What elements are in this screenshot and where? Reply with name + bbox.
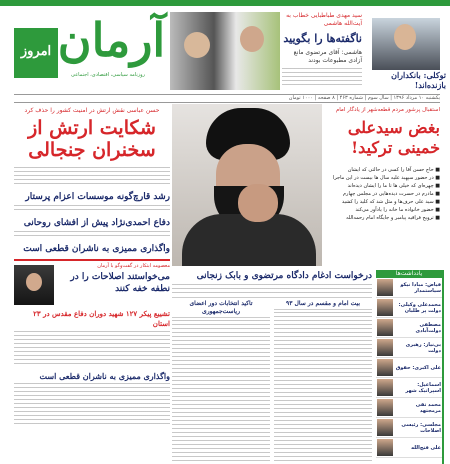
mid-col-right <box>274 300 372 464</box>
sidebar-item-label: علی فتح‌الله <box>411 444 441 451</box>
sidebar-item[interactable] <box>376 438 442 458</box>
sidebar-avatar <box>377 339 393 356</box>
sidebar-item-label: مجلسی: رئیسی اصلاحات <box>401 421 441 434</box>
sidebar-item-label: اسماعیل: اسپراتیک شهر <box>405 381 441 394</box>
text-lines <box>14 331 170 367</box>
sidebar-item[interactable] <box>376 398 442 418</box>
main-bullet: ■ چهره‌ای که خیلی ها تا ما را ایشان دیده‌اند <box>347 183 440 189</box>
main-bullet: ■ ترویج فراقیه پیامبر و جایگاه امام رحمه‌الله <box>346 215 440 221</box>
left-item-1[interactable]: رشد قارچ‌گونه موسسات اعزام پرستار <box>25 192 170 202</box>
main-bullets <box>326 166 440 222</box>
left-item-6[interactable]: واگذاری ممیزی به ناشران قطعی است <box>39 371 170 381</box>
person-face <box>240 26 264 52</box>
top-right-headline[interactable]: توکلی: بانکداران بازنده‌اند! <box>391 70 446 90</box>
text-lines <box>172 320 270 464</box>
date-line: یکشنبه ۱۰ مرداد ۱۳۹۶ | سال سوم | شماره ۴۶۳ | ۸ صفحه | ۱۰۰۰ تومان <box>14 94 440 103</box>
logo-tagline: روزنامه سیاسی، اقتصادی، اجتماعی <box>71 72 145 78</box>
left-headline[interactable]: شکایت ارتش از سخنران جنجالی <box>28 117 156 161</box>
sidebar-list <box>376 278 442 458</box>
main-bullet: ■ مادرم در حسرت دیده‌هایی در مجلس چهارم <box>342 191 440 197</box>
sidebar-item-label: بی‌نیاز: رهبری دولت <box>405 341 441 354</box>
sidebar-item-label: مصطفی دولت‌آبادی <box>415 321 441 334</box>
middle-headline[interactable]: درخواست ادغام دادگاه مرتضوی و بابک زنجانی <box>196 271 372 281</box>
sidebar-item[interactable] <box>376 358 442 378</box>
interview-box <box>14 259 170 307</box>
sidebar-item[interactable] <box>376 418 442 438</box>
middle-story <box>172 270 372 298</box>
sidebar-item-label: محمدعلی وکیلی: دولت پر طلبان <box>398 301 441 314</box>
top-strip <box>0 0 450 6</box>
top-story-kicker: سید مهدی طباطبایی خطاب به آیت‌الله هاشمی <box>286 12 362 27</box>
main-text-panel <box>322 104 444 266</box>
sidebar-avatar <box>377 379 393 396</box>
left-item-3[interactable]: واگذاری ممیزی به ناشران قطعی است <box>23 244 170 254</box>
text-lines <box>172 284 372 294</box>
left-column <box>14 106 170 464</box>
main-bullet: ■ در حضور سپهبد علیه سال ها بیست در این ماجرا <box>332 175 440 181</box>
sidebar-avatar <box>377 279 393 296</box>
text-lines <box>14 167 170 187</box>
portrait-photo <box>372 18 440 70</box>
robe <box>182 214 316 266</box>
person-face <box>26 273 42 291</box>
top-story-photo <box>170 12 280 90</box>
main-bullet: ■ حضور خانواده ما خانه را یادآور می‌کند <box>355 207 440 213</box>
left-item-2[interactable]: دفاع احمدی‌نژاد پیش از افشای روحانی <box>23 218 170 228</box>
sidebar-item[interactable] <box>376 378 442 398</box>
main-story <box>172 104 444 266</box>
left-intro: حسن عباسی نقش ارتش در امنیت کشور را حذف کرد <box>24 107 160 114</box>
sidebar-item-label: محمد تقی مرمجتهد <box>415 401 441 414</box>
hand <box>238 184 278 222</box>
main-bullet: ■ سید علی حرف‌ها و مثل شد که کلید را کشید <box>341 199 440 205</box>
main-photo <box>172 104 322 266</box>
sidebar-item[interactable] <box>376 338 442 358</box>
text-lines <box>14 205 170 213</box>
mid-col-right-title[interactable]: بیت امام و مقسم در سال ۹۳ <box>274 300 372 310</box>
sidebar <box>376 270 444 464</box>
sidebar-avatar <box>377 419 393 436</box>
main-kicker: استقبال پرشور مردم قطعه‌شهر از یادگار امام <box>335 107 440 113</box>
interview-photo <box>14 265 54 305</box>
person-face <box>184 32 210 58</box>
sidebar-avatar <box>377 319 393 336</box>
sidebar-avatar <box>377 299 393 316</box>
interview-headline[interactable]: می‌خواستند اصلاحات را در نطفه خفه کنند <box>70 272 170 294</box>
top-story-text: هاشمی: آقای مرتضوی مانع آزادی مطبوعات بودند <box>293 49 362 64</box>
top-story <box>282 12 362 90</box>
sidebar-header: یادداشت‌ها <box>376 270 442 278</box>
sidebar-item[interactable] <box>376 298 442 318</box>
sidebar-item[interactable] <box>376 318 442 338</box>
text-lines <box>282 68 362 88</box>
top-story-headline[interactable]: ناگفته‌ها را بگویید <box>283 32 362 45</box>
mid-col-left <box>172 300 270 464</box>
sidebar-item[interactable] <box>376 278 442 298</box>
person-face <box>394 24 416 50</box>
left-item-5[interactable]: تشییع پیکر ۱۲۷ شهید دوران دفاع مقدس در ۲۳ استان <box>33 309 170 328</box>
text-lines <box>14 231 170 239</box>
text-lines <box>274 312 372 464</box>
logo-wordmark: آرمان <box>57 13 166 67</box>
main-bullet: ■ حاج حسن آقا را کسی در حالتی که ایشان <box>347 167 440 173</box>
top-right-block <box>366 12 446 92</box>
sidebar-item-label: علی اکبری: حقوق <box>395 364 441 371</box>
main-headline[interactable]: بغض سیدعلی خمینی ترکید! <box>347 118 440 157</box>
mid-col-left-title[interactable]: تاکید انتخابات دور اعضای ریاست‌جمهوری <box>172 300 270 318</box>
logo-block <box>14 14 164 92</box>
logo-sub: امروز <box>20 44 52 59</box>
sidebar-avatar <box>377 399 393 416</box>
sidebar-avatar <box>377 439 393 456</box>
sidebar-avatar <box>377 359 393 376</box>
text-lines <box>14 383 170 427</box>
sidebar-item-label: فیاض: مبادا نیکو سیاستمدار <box>400 281 441 294</box>
interview-tag: معصومه ابتکار در گفت‌وگو با آرمان <box>97 263 170 269</box>
